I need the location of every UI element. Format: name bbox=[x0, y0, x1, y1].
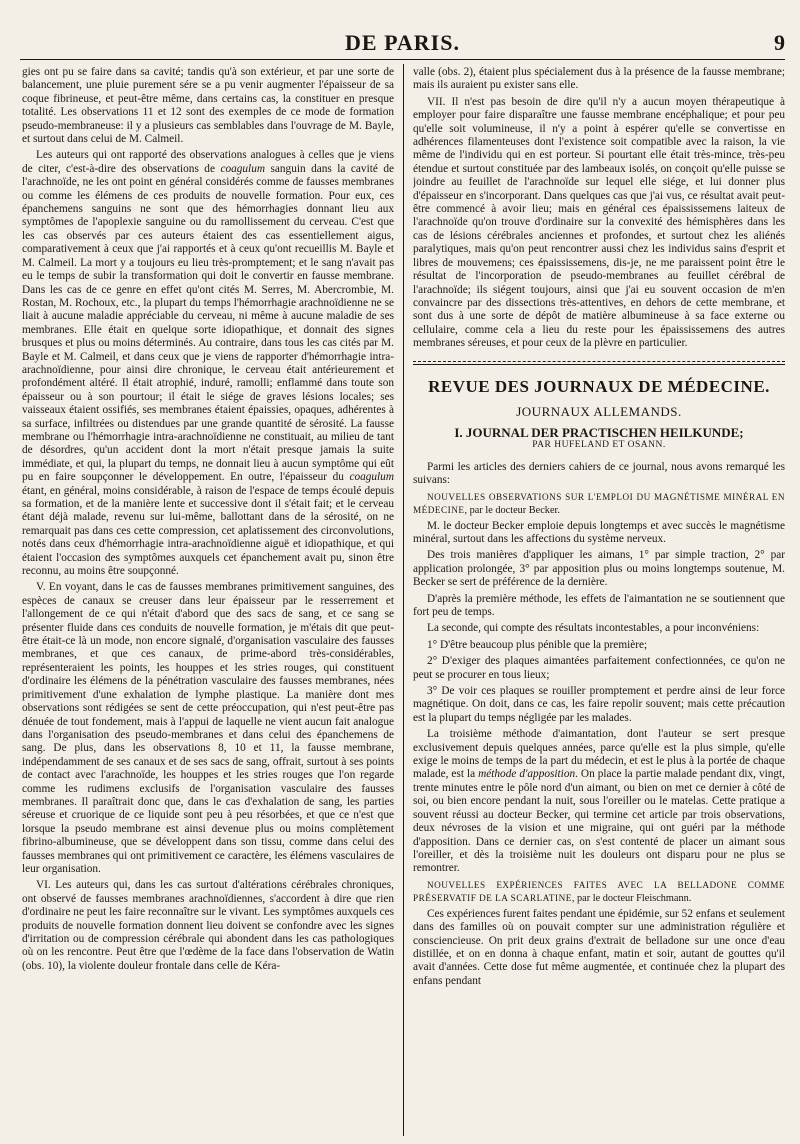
italic-term: coagulum bbox=[349, 471, 394, 484]
list-item: 1° D'être beaucoup plus pénible que la première; bbox=[427, 638, 648, 651]
header-rule bbox=[20, 59, 785, 60]
paragraph: Parmi les articles des derniers cahiers de ce journal, nous avons remarqué les suivans: bbox=[413, 460, 785, 487]
journal-authors: PAR HUFELAND ET OSANN. bbox=[532, 440, 666, 451]
paragraph bbox=[22, 149, 394, 578]
section-divider bbox=[413, 364, 785, 365]
article-heading-author: , par le docteur Fleischmann. bbox=[571, 892, 692, 904]
paragraph: VII. Il n'est pas besoin de dire qu'il n'y a aucun moyen thérapeutique à employer pour faire disparaître une fausse membrane encéphalique; et pour peu qu'elle soit volumineuse, il n'y a point à espérer qu'elle se convertisse en adhérences filamenteuses dont l'existence soit compatible avec la raison, la vie même de l'individu qui en est porteur. Si pourtant elle était très-mince, très-peu étendue et surtout constituée par des lambeaux isolés, on conçoit qu'elle puisse se joindre au feuillet de l'arachnoïde sur lequel elle siége, et lui donner plus d'épaisseur en s'incorporant. Dans quelques cas que j'ai vus, ce résultat avait peut-être commencé à avoir lieu; mais en général ces épaississemens laiteux de l'arachnoïde qu'on trouve d'ordinaire sur la convexité des hémisphères dans les cas de lésions cérébrales anciennes et profondes, et surtout chez les aliénés paralytiques, mais qu'on peut rencontrer aussi chez les individus sains d'esprit et libres de mouvemens; ces épaississemens, dis-je, ne me paraissent point être le résultat de l'incorporation de pseudo-membranes au feuillet cérébral de l'arachnoïde; ils siégent toujours, ainsi que j'ai eu souvent occasion de m'en convaincre par des dissections très-attentives, en dehors de cette membrane, et sont dus à une sorte de dépôt de matière albumineuse à sa face externe ou cellulaire, comme cela a lieu du reste pour les épaississemens des autres membranes séreuses, et pour ceux de la plèvre en particulier. bbox=[413, 95, 785, 350]
paragraph: gies ont pu se faire dans sa cavité; tandis qu'à son extérieur, et par une sorte de balancement, une pluie purement sére se a pu venir augmenter l'épaisseur de sa coque fibrineuse, et peut-être même, dans certains cas, la constituer en presque totalité. Les observations 11 et 12 sont des exemples de ce mode de formation pseudo-membraneuse: il y a plusieurs cas semblables dans l'ouvrage de M. Bayle, et surtout dans celui de M. Calmeil. bbox=[22, 66, 394, 146]
page-title: DE PARIS. bbox=[345, 30, 460, 55]
italic-term: méthode d'apposition bbox=[478, 768, 576, 781]
text-run: sanguin dans la cavité de l'arachnoïde, ne les ont point en général considérés comme de fausses membranes ou comme les élémens de ces produits de nouvelle formation. Pour eux, ces épanchemens sanguins ne sont que des hémorrhagies donnant lieu aux symptômes de l'apoplexie sanguine ou du ramollissement du cerveau. C'est que les cas observés par ces auteurs étaient des cas essentiellement aigus, comparativement à ceux que j'ai rapportés et à ceux qu'ont recueillis M. Bayle et M. Calmeil. La mort y a toujours eu lieu très-promptement; et le sang n'avait pas eu le temps de subir la transformation qui doit le convertir en fausse membrane. Dans les cas de ce genre en effet qu'ont cités M. Serres, M. Abercrombie, M. Rostan, M. Rochoux, etc., la plupart du temps l'hémorrhagie arachnoïdienne ne se liait à aucune maladie appréciable du cerveau, ni même à aucune maladie de ses membranes. Elle était en quelque sorte idiopathique, et donnait des signes brusques et plus ou moins déterminés. Au contraire, dans tous les cas cités par M. Bayle et M. Calmeil, et dans ceux que je viens de rapporter d'hémorrhagie intra-arachnoïdienne, pour ainsi dire chronique, le cerveau était antérieurement et profondément altéré. Il était atrophié, induré, ramolli; enflammé dans toute son épaisseur ou à son pourtour; il était le siége de graves lésions locales; ses vaisseaux étaient ossifiés, ses membranes étaient épaissies, opaques, adhérentes à sa surface, infiltrées ou distendues par une grande quantité de sérosité. La fausse membrane ou l'hémorrhagie intra-arachnoïdienne ne constituait, au milieu de tant de désordres, qu'un accident dont la mort n'était presque jamais la suite immédiate, et qui, la plupart du temps, ne donnait lieu à aucun symptôme qui eût pu en faire soupçonner le développement. En outre, l'épaisseur du bbox=[22, 162, 394, 484]
journal-title: I. JOURNAL DER PRACTISCHEN HEILKUNDE; bbox=[454, 424, 744, 440]
text-run: La troisième méthode d'aimantation, dont l'auteur se sert presque exclusivement depuis quelques années, parce qu'elle est la plus simple, qu'elle exige le moins de temps de la part du médecin, et est le plus à la portée de chaque malade, est la bbox=[413, 728, 785, 781]
column-divider bbox=[403, 64, 404, 1136]
paragraph: D'après la première méthode, les effets de l'aimantation ne se soutiennent que fort peu de temps. bbox=[413, 592, 785, 618]
right-column bbox=[413, 66, 785, 1136]
paragraph: Ces expériences furent faites pendant une épidémie, sur 52 enfans et seulement dans des familles où on pouvait compter sur une administration régulière et consciencieuse. On prit deux grains d'extrait de belladone sur une once d'eau distillée, et on en donna à chaque enfant, matin et soir, autant de gouttes qu'il avait d'années. Cette dose fut même augmentée, et continuée chez la plupart des enfans pendant bbox=[413, 907, 785, 987]
section-title: REVUE DES JOURNAUX DE MÉDECINE. bbox=[428, 376, 770, 396]
article-heading bbox=[413, 879, 785, 905]
paragraph: V. En voyant, dans le cas de fausses membranes primitivement sanguines, des espèces de canaux se creuser dans leur épaisseur par le resserrement et l'allongement de ce qui n'était d'abord que des sacs de sang, et ce sang se présenter fluide dans ces conduits de nouvelle formation, je m'étais dit que peut-être était-ce là un mode, non encore signalé, d'organisation vasculaire des fausses membranes, et que ces canaux, de prime-abord très-considérables, représenteraient les points, les houppes et les stries rouges, qui constituent d'ordinaire les élémens de la pénétration vasculaire des fausses membranes, nées primitivement d'une exhalation de lymphe plastique. La manière dont mes observations sont rédigées se sent de cette préoccupation, qui n'est peut-être pas dénuée de tout fondement, mais à l'appui de laquelle ne vient aucun fait analogue dans l'organisation des pseudo-membranes et dans celui des épanchemens de sang. De plus, dans les observations 8, 10 et 11, la fausse membrane, indépendamment de ses canaux et de ses sacs de sang, offrait, surtout à ses points de contact avec l'arachnoïde, les houppes et les stries rouges que l'on regarde comme les rudimens exclusifs de l'organisation vasculaire des fausses membranes. Il paraîtrait donc que, dans le cas d'exhalation de sang, les parties séreuse et cruorique de ce liquide sont peu à peu résorbées, et que ce n'est que lorsque la pseudo membrane est ainsi devenue plus ou moins complètement fibrino-albumineuse, que se développent dans son tissu, comme dans celui des fausses membranes qui ont primitivement ce caractère, les élémens vasculaires de leur organisation. bbox=[22, 581, 394, 875]
section-divider bbox=[413, 361, 785, 362]
paragraph: valle (obs. 2), étaient plus spécialement dus à la présence de la fausse membrane; mais ils auraient pu exister sans elle. bbox=[413, 66, 785, 92]
article-heading bbox=[413, 491, 785, 517]
paragraph: VI. Les auteurs qui, dans les cas surtout d'altérations cérébrales chroniques, ont observé de fausses membranes arachnoïdiennes, s'accordent à dire que rien d'ordinaire ne peut les faire reconnaître sur le vivant. Les symptômes auxquels ces produits de nouvelle formation donnent lieu doivent se confondre avec les signes d'irritation ou de compression cérébrale qui abondent dans les cas pathologiques où on les rencontre. Peut être que l'œdème de la face dans l'observation de Watin (obs. 10), la violente douleur frontale dans celle de Kéra- bbox=[22, 879, 394, 972]
list-item: 2° D'exiger des plaques aimantées parfaitement confectionnées, ce qu'on ne peut se procurer en tous lieux; bbox=[413, 655, 785, 681]
paragraph: Des trois manières d'appliquer les aimans, 1° par simple traction, 2° par application prolongée, 3° par apposition plus ou moins longtemps soutenue, M. Becker se sert de préférence de la dernière. bbox=[413, 549, 785, 589]
paragraph: La seconde, qui compte des résultats incontestables, a pour inconvéniens: bbox=[427, 622, 760, 635]
left-column bbox=[22, 66, 394, 1136]
article-heading-author: , par le docteur Becker. bbox=[464, 504, 560, 516]
text-run: Les auteurs qui ont rapporté des observations analogues à celles que je viens de citer, c'est-à-dire des observations de bbox=[22, 149, 394, 175]
text-run: étant, en général, moins considérable, à raison de l'espace de temps écoulé depuis sa formation, et de la manière lente et successive dont il s'était fait; et le cerveau étant déjà malade, revenu sur lui-même, ballottant dans de la sérosité, on ne remarquait pas dans ces cette compression, cet aplatissement des circonvolutions, notés dans ceux d'hémorrhagie intra-arachnoïdienne aiguë et idiopathique, et qui étaient l'occasion des symptômes auxquels cet épanchement avait pu, sinon être reconnu, au moins être soupçonné. bbox=[22, 484, 394, 578]
text-run: . On place la partie malade pendant dix, vingt, trente minutes entre le pôle nord d'un aimant, ou bien on met ce dernier à côté de soi, ou bien encore pendant la nuit, sous l'oreiller ou le matelas. Cette pratique a souvent réussi au docteur Becker, qui termine cet article par trois observations, deux névroses de la vision et une migraine, qui ont guéri par la méthode d'apposition. Dans ce dernier cas, on s'est contenté de placer un aimant sous l'oreiller, et dès la troisième nuit les douleurs ont disparu pour ne plus se remontrer. bbox=[413, 768, 785, 875]
page-number: 9 bbox=[774, 30, 785, 55]
list-item: 3° De voir ces plaques se rouiller promptement et perdre ainsi de leur force magnétique. On doit, dans ce cas, les faire repolir souvent; mais cette précaution est la plupart du temps négligée par les malades. bbox=[413, 685, 785, 724]
article-heading-title: NOUVELLES EXPÉRIENCES FAITES AVEC LA BELLADONE COMME PRÉSERVATIF DE LA SCARLATINE bbox=[413, 879, 785, 903]
subsection-title: JOURNAUX ALLEMANDS. bbox=[516, 403, 682, 419]
article-heading-title: NOUVELLES OBSERVATIONS SUR L'EMPLOI DU MAGNÉTISME MINÉRAL EN MÉDECINE bbox=[413, 491, 785, 515]
paragraph bbox=[413, 728, 785, 875]
page-header bbox=[20, 30, 785, 54]
paragraph: M. le docteur Becker emploie depuis longtemps et avec succès le magnétisme minéral, surtout dans les affections du système nerveux. bbox=[413, 519, 785, 545]
italic-term: coagulum bbox=[220, 162, 266, 175]
